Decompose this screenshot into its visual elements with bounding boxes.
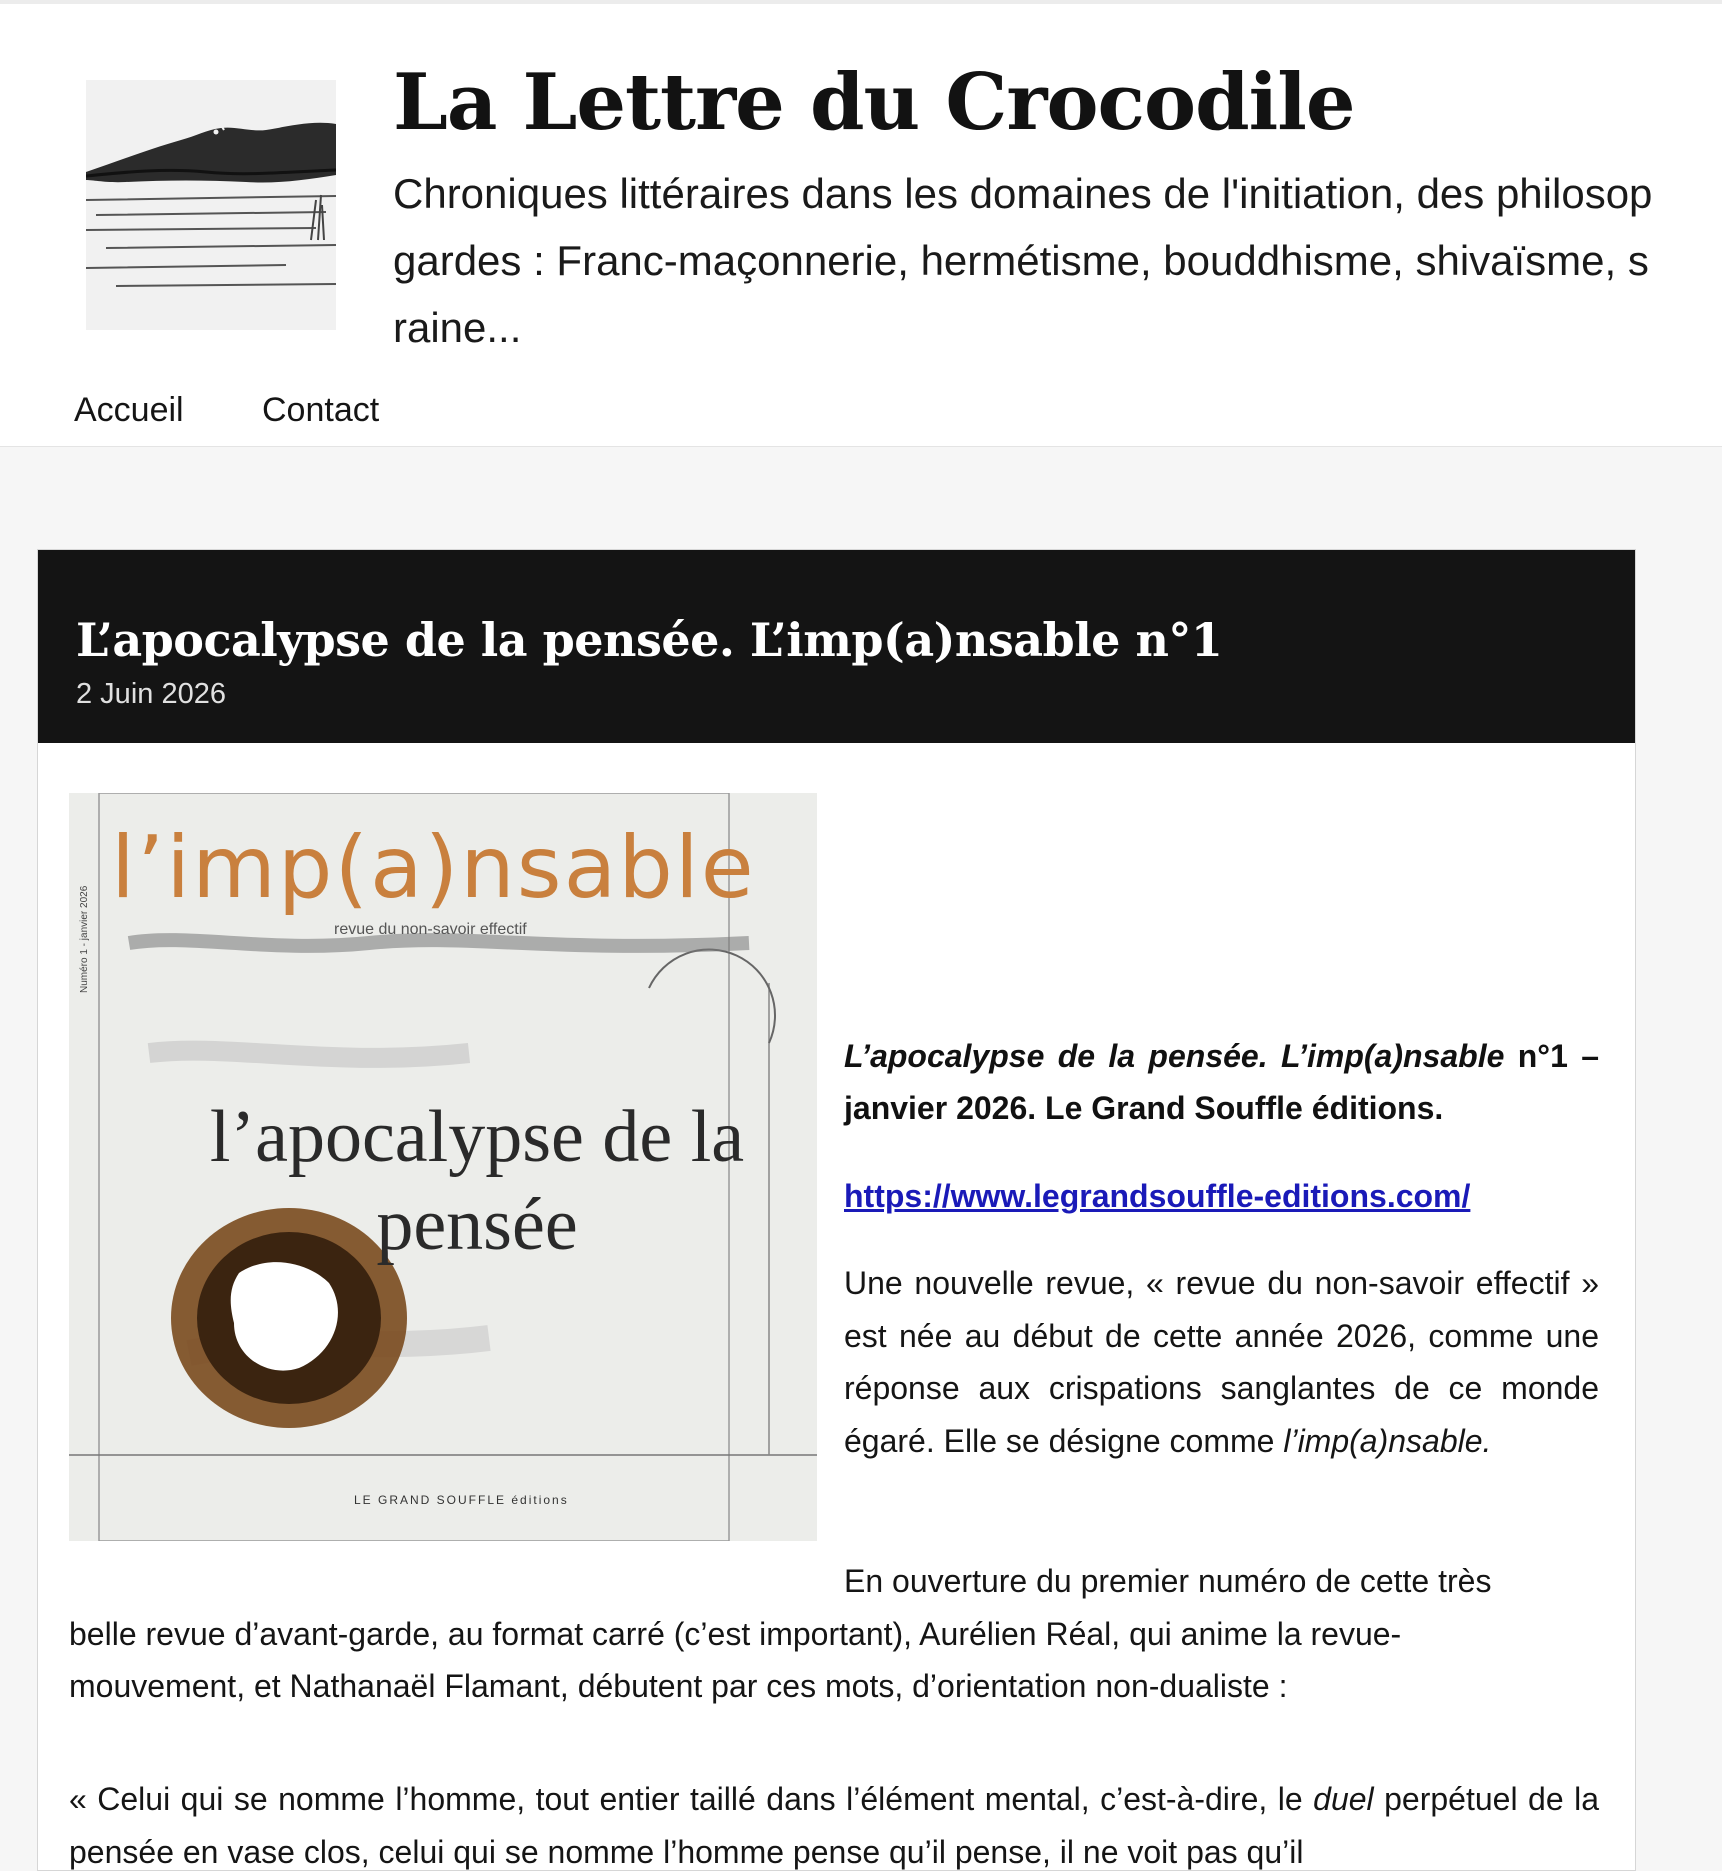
p3-before: « Celui qui se nomme l’homme, tout entier taillé dans l’élément mental, c’est-à-dire, le xyxy=(69,1781,1314,1817)
article-card xyxy=(37,549,1636,1871)
article-lead xyxy=(844,1030,1599,1134)
cover-publisher: LE GRAND SOUFFLE éditions xyxy=(354,1493,569,1507)
crocodile-logo[interactable] xyxy=(86,80,336,330)
article-date: 2 Juin 2026 xyxy=(76,678,226,710)
publisher-link[interactable]: https://www.legrandsouffle-editions.com/ xyxy=(844,1178,1471,1214)
tagline-line: Chroniques littéraires dans les domaines de l'initiation, des philosop xyxy=(393,170,1653,217)
p1-text: Une nouvelle revue, « revue du non-savoir effectif » est née au début de cette année 2026, comme une réponse aux crispations sanglantes de ce monde égaré. Elle se désigne comme xyxy=(844,1265,1599,1459)
paragraph-1 xyxy=(844,1257,1599,1467)
article-title[interactable]: L’apocalypse de la pensée. L’imp(a)nsable n°1 xyxy=(76,613,1223,667)
lead-rest: n°1 – janvier 2026. Le Grand Souffle éditions. xyxy=(844,1038,1600,1126)
nav-item-contact[interactable]: Contact xyxy=(262,391,380,429)
site-header xyxy=(0,0,1722,447)
site-title[interactable]: La Lettre du Crocodile xyxy=(393,57,1355,148)
tagline-line: gardes : Franc-maçonnerie, hermétisme, bouddhisme, shivaïsme, s xyxy=(393,237,1649,284)
book-cover-image xyxy=(69,793,817,1541)
cover-title: l’apocalypse de la pensée xyxy=(209,1096,745,1266)
paragraph-3 xyxy=(69,1773,1599,1871)
p1-italic: l’imp(a)nsable. xyxy=(1283,1422,1492,1459)
article-header xyxy=(38,550,1635,743)
p3-italic: duel xyxy=(1313,1781,1374,1817)
lead-italic: L’apocalypse de la pensée. L’imp(a)nsable xyxy=(844,1038,1505,1074)
p2-line: mouvement, et Nathanaël Flamant, débutent par ces mots, d’orientation non-dualiste : xyxy=(69,1668,1288,1704)
site-tagline xyxy=(393,160,1722,370)
tagline-line: raine... xyxy=(393,304,522,351)
p2-line: En ouverture du premier numéro de cette très xyxy=(844,1563,1492,1599)
paragraph-2 xyxy=(69,1555,1599,1713)
p2-line: belle revue d’avant-garde, au format carré (c’est important), Aurélien Réal, qui anime la revue- xyxy=(69,1615,1402,1652)
cover-issue-label: Numéro 1 - janvier 2026 xyxy=(79,885,90,993)
crocodile-drawing xyxy=(86,80,336,330)
cover-brand: l’imp(a)nsable xyxy=(111,818,756,918)
cover-subtitle: revue du non-savoir effectif xyxy=(334,921,527,938)
nav-item-accueil[interactable]: Accueil xyxy=(74,391,184,429)
p3-after: perpétuel de la pensée en vase clos, celui qui se nomme l’homme pense qu’il pense, il ne voit pas qu’il xyxy=(69,1781,1600,1870)
